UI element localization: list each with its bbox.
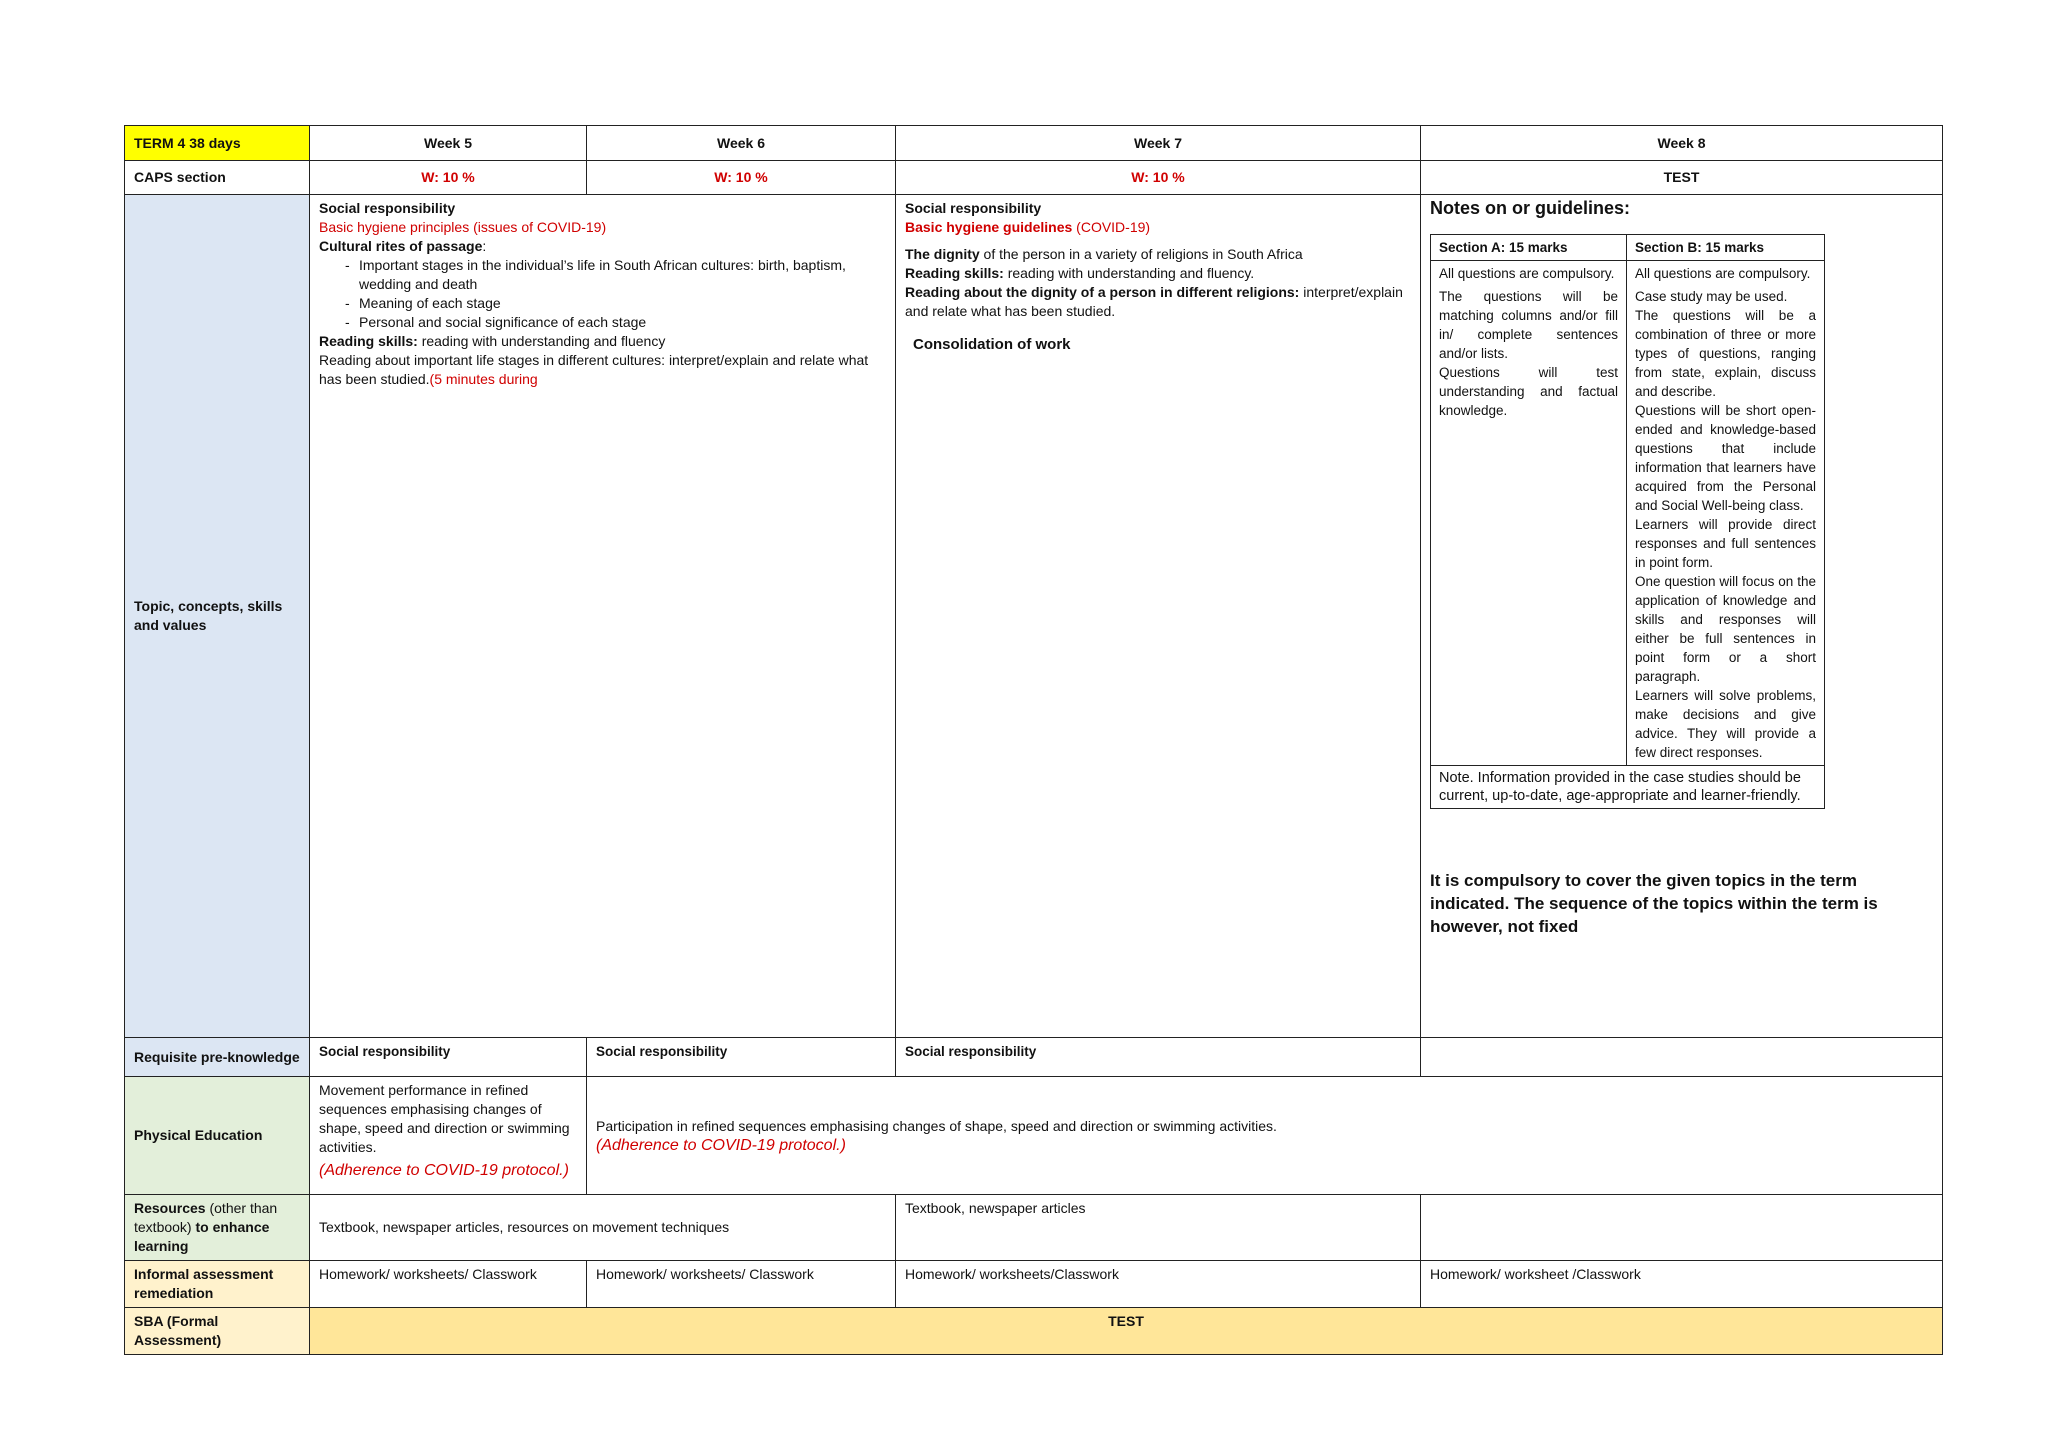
- term-label: TERM 4 38 days: [125, 126, 310, 161]
- topic-56-title: Social responsibility: [319, 200, 456, 216]
- prereq-label: Requisite pre-knowledge: [125, 1038, 310, 1077]
- topic-7-reading-dignity-bold: Reading about the dignity of a person in different religions:: [905, 284, 1300, 300]
- topic-week-8: [1421, 195, 1943, 1038]
- informal-week-6: Homework/ worksheets/ Classwork: [587, 1261, 896, 1308]
- section-b-para: All questions are compulsory.: [1635, 266, 1811, 281]
- pe-weeks-6-8: [587, 1077, 1943, 1195]
- resources-label-bold-2: to enhance learning: [134, 1219, 270, 1254]
- topic-56-reading-label: Reading skills:: [319, 333, 418, 349]
- caps-row: [125, 161, 1943, 195]
- pe-week-5: [310, 1077, 587, 1195]
- section-b-para: One question will focus on the application of knowledge and skills and responses will either be full sentences in point form or a short paragraph.: [1635, 574, 1816, 684]
- topic-56-rites-colon: :: [482, 238, 487, 254]
- section-b-para: The questions will be a combination of three or more types of questions, ranging from state, explain, discuss and describe.: [1635, 308, 1816, 399]
- resources-weeks-5-6: Textbook, newspaper articles, resources on movement techniques: [310, 1195, 896, 1261]
- test-sections-table: [1430, 234, 1825, 809]
- section-b-body: [1627, 261, 1825, 766]
- notes-title: Notes on or guidelines:: [1430, 198, 1631, 218]
- section-b-para: Learners will provide direct responses and full sentences in point form.: [1635, 517, 1816, 570]
- section-a-para: All questions are compulsory.: [1439, 266, 1615, 281]
- topic-7-dignity-rest: of the person in a variety of religions in South Africa: [979, 246, 1303, 262]
- week-8-header: Week 8: [1421, 126, 1943, 161]
- sba-test: TEST: [310, 1308, 1943, 1355]
- list-item: - Meaning of each stage: [359, 294, 886, 313]
- informal-week-8: Homework/ worksheet /Classwork: [1421, 1261, 1943, 1308]
- resources-label: [125, 1195, 310, 1261]
- section-b-para: Case study may be used.: [1635, 289, 1788, 304]
- resources-row: [125, 1195, 1943, 1261]
- pe-rest-text: Participation in refined sequences emphasising changes of shape, speed and direction or swimming activities.: [596, 1117, 1277, 1134]
- sba-row: [125, 1308, 1943, 1355]
- section-a-body: [1431, 261, 1627, 766]
- topic-row: [125, 195, 1943, 1038]
- topic-7-hygiene-bold: Basic hygiene guidelines: [905, 219, 1073, 235]
- topic-7-reading-label: Reading skills:: [905, 265, 1004, 281]
- topic-week-5-6: [310, 195, 896, 1038]
- topic-7-reading-text: reading with understanding and fluency.: [1003, 265, 1255, 281]
- caps-week-6-weight: W: 10 %: [587, 161, 896, 195]
- pe-rest-adherence: (Adherence to COVID-19 protocol.): [596, 1136, 846, 1154]
- caps-week-7-weight: W: 10 %: [896, 161, 1421, 195]
- informal-week-5: Homework/ worksheets/ Classwork: [310, 1261, 587, 1308]
- informal-week-7: Homework/ worksheets/Classwork: [896, 1261, 1421, 1308]
- topic-7-title: Social responsibility: [905, 200, 1042, 216]
- topic-56-reading-text: reading with understanding and fluency: [417, 333, 666, 349]
- prereq-week-5: Social responsibility: [310, 1038, 587, 1077]
- caps-week-5-weight: W: 10 %: [310, 161, 587, 195]
- topic-56-reading-about: Reading about important life stages in different cultures: interpret/explain and relate what has been studied.: [319, 352, 869, 387]
- topic-56-rites-title: Cultural rites of passage: [319, 238, 483, 254]
- prereq-week-6: Social responsibility: [587, 1038, 896, 1077]
- lesson-plan-table: [124, 125, 1943, 1355]
- informal-label: Informal assessment remediation: [125, 1261, 310, 1308]
- resources-label-normal: (other than textbook): [134, 1200, 278, 1235]
- life-stages-list: [319, 256, 886, 332]
- section-a-heading: Section A: 15 marks: [1431, 235, 1627, 261]
- compulsory-note: It is compulsory to cover the given topics in the term indicated. The sequence of the topics within the term is however, not fixed: [1430, 871, 1878, 936]
- week-5-header: Week 5: [310, 126, 587, 161]
- section-b-para: Questions will be short open-ended and knowledge-based questions that include information that learners have acquired from the Personal and Social Well-being class.: [1635, 403, 1816, 513]
- resources-week-8: [1421, 1195, 1943, 1261]
- list-item: - Personal and social significance of each stage: [359, 313, 886, 332]
- topic-56-minutes: (5 minutes during: [429, 371, 538, 387]
- resources-label-bold: Resources: [134, 1200, 206, 1216]
- pe-week-5-adherence: (Adherence to COVID-19 protocol.): [319, 1162, 569, 1179]
- week-7-header: Week 7: [896, 126, 1421, 161]
- header-row: [125, 126, 1943, 161]
- sba-label: SBA (Formal Assessment): [125, 1308, 310, 1355]
- topic-56-hygiene: Basic hygiene principles (issues of COVID-19): [319, 219, 607, 235]
- resources-week-7: Textbook, newspaper articles: [896, 1195, 1421, 1261]
- consolidation-label: Consolidation of work: [913, 336, 1071, 353]
- week-6-header: Week 6: [587, 126, 896, 161]
- section-b-para: Learners will solve problems, make decisions and give advice. They will provide a few direct responses.: [1635, 688, 1816, 760]
- topic-7-hygiene-rest: (COVID-19): [1072, 219, 1151, 235]
- prereq-week-7: Social responsibility: [896, 1038, 1421, 1077]
- pe-week-5-text: Movement performance in refined sequences emphasising changes of shape, speed and direction or swimming activities.: [319, 1082, 570, 1155]
- list-item: - Important stages in the individual’s life in South African cultures: birth, baptism, wedding and death: [359, 256, 886, 294]
- topic-7-dignity-bold: The dignity: [905, 246, 980, 262]
- prereq-week-8: [1421, 1038, 1943, 1077]
- lesson-plan-sheet: [124, 125, 1942, 1355]
- pe-row: [125, 1077, 1943, 1195]
- section-a-para: Questions will test understanding and factual knowledge.: [1439, 365, 1618, 418]
- topic-7-reading-dignity-rest: interpret/explain and relate what has been studied.: [905, 284, 1403, 319]
- case-study-note: Note. Information provided in the case studies should be current, up-to-date, age-appropriate and learner-friendly.: [1431, 766, 1825, 809]
- pe-label: Physical Education: [125, 1077, 310, 1195]
- section-b-heading: Section B: 15 marks: [1627, 235, 1825, 261]
- caps-label: CAPS section: [125, 161, 310, 195]
- prereq-row: [125, 1038, 1943, 1077]
- topic-week-7: [896, 195, 1421, 1038]
- caps-week-8-test: TEST: [1421, 161, 1943, 195]
- informal-row: [125, 1261, 1943, 1308]
- section-a-para: The questions will be matching columns and/or fill in/ complete sentences and/or lists.: [1439, 289, 1618, 361]
- topic-label: Topic, concepts, skills and values: [125, 195, 310, 1038]
